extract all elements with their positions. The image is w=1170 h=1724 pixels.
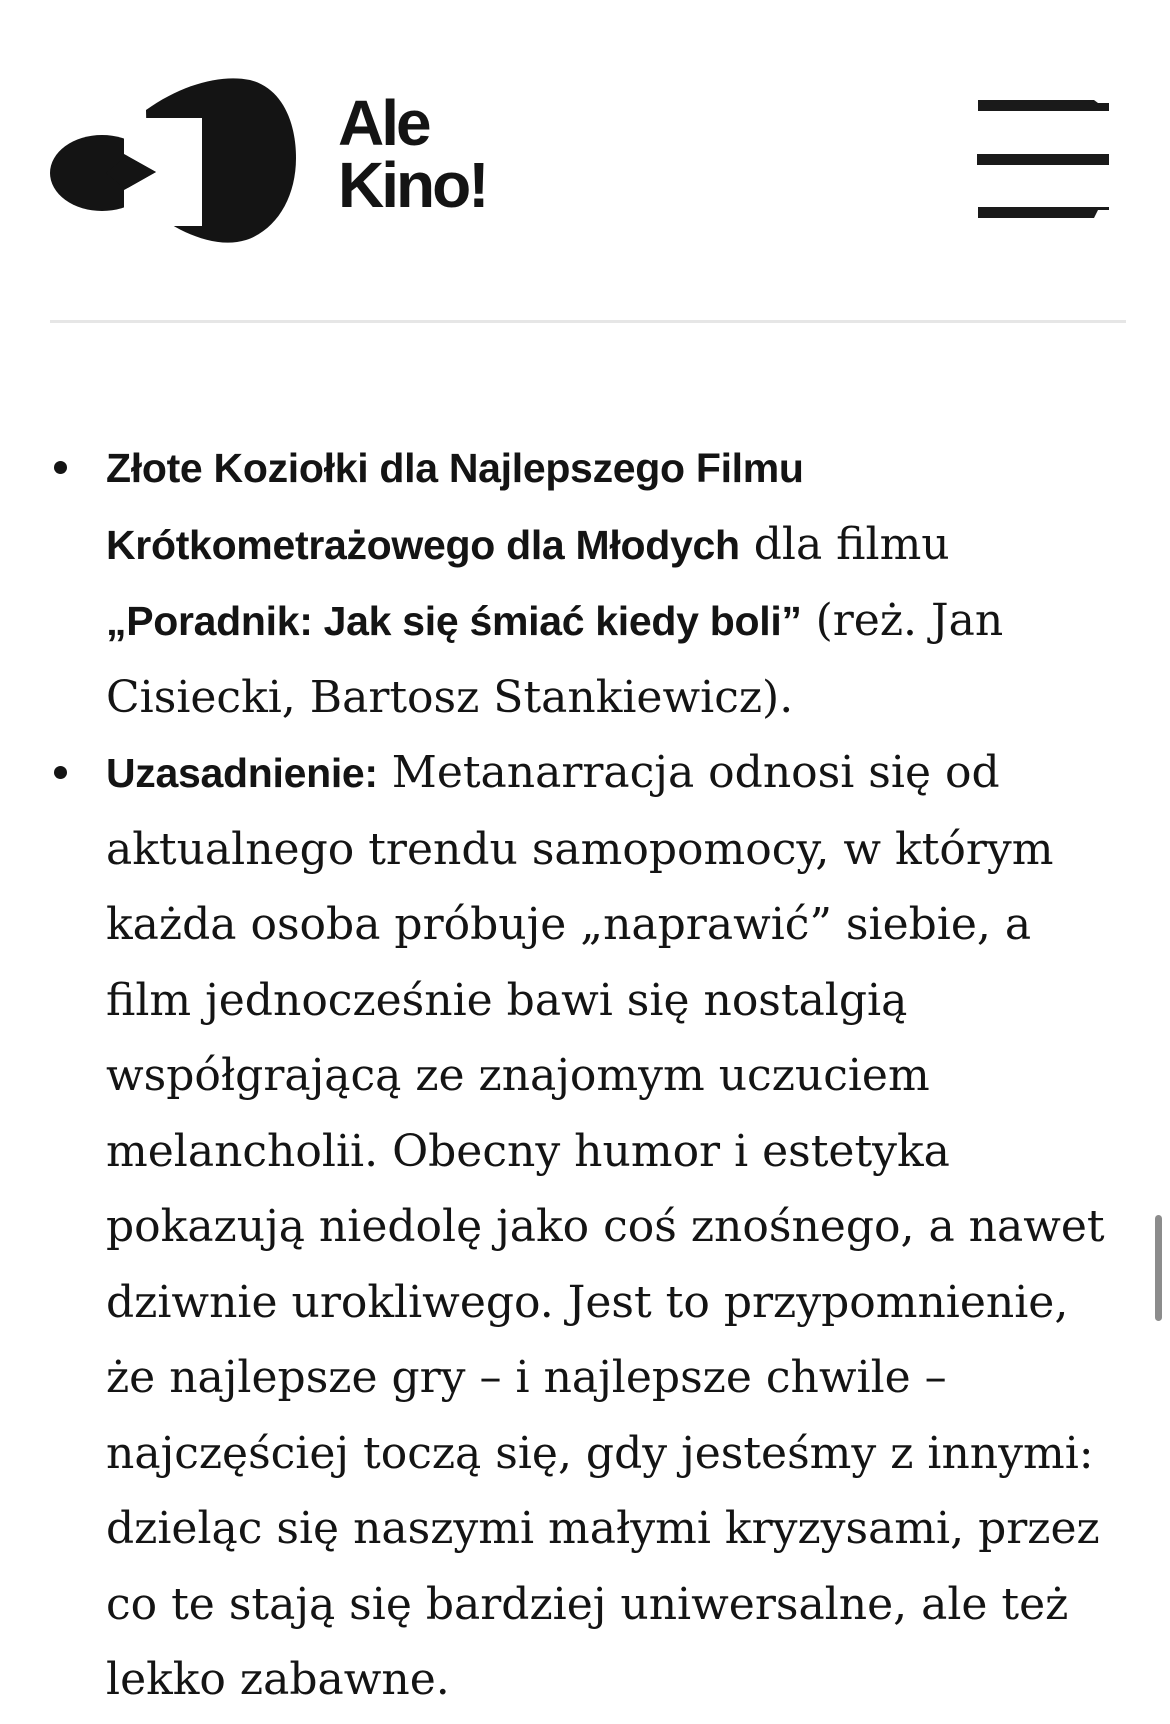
menu-button[interactable] bbox=[972, 96, 1114, 222]
award-text: dla filmu bbox=[739, 518, 950, 570]
ale-kino-logo-mark-icon bbox=[50, 78, 296, 244]
awards-list bbox=[0, 430, 1130, 1718]
logo-line-2: Kino! bbox=[338, 149, 487, 221]
scrollbar[interactable] bbox=[1155, 1215, 1162, 1321]
bullet-point bbox=[54, 766, 67, 779]
list-item bbox=[0, 735, 1130, 1718]
film-credits: (reż. Jan Cisiecki, Bartosz Stankiewicz). bbox=[106, 595, 1004, 723]
header-divider bbox=[50, 320, 1126, 323]
site-header bbox=[0, 0, 1170, 322]
logo-wordmark bbox=[338, 87, 487, 221]
justification-text: Metanarracja odnosi się od aktualnego trendu samopomocy, w którym każda osoba próbuje „naprawić” siebie, a film jednocześnie bawi się nostalgią współgrającą ze znajomym uczuciem melancholii. Obecny humor i estetyka pokazują niedolę jako coś znośnego, a nawet dziwnie urokliwego. Jest to przypomnienie, że najlepsze gry – i najlepsze chwile – najczęściej toczą się, gdy jesteśmy z innymi: dzieląc się naszymi małymi kryzysami, przez co te stają się bardziej uniwersalne, ale też lekko zabawne. bbox=[106, 747, 1105, 1705]
justification-label: Uzasadnienie: bbox=[106, 750, 378, 796]
hamburger-menu-icon bbox=[972, 96, 1114, 222]
award-title: Złote Koziołki dla Najlepszego Filmu Krótkometrażowego dla Młodych bbox=[106, 445, 804, 568]
list-item bbox=[0, 430, 1130, 735]
bullet-point bbox=[54, 461, 67, 474]
article-content bbox=[0, 430, 1130, 1718]
ale-kino-logo[interactable] bbox=[50, 78, 500, 244]
film-title: „Poradnik: Jak się śmiać kiedy boli” bbox=[106, 598, 802, 644]
logo-line-1: Ale bbox=[338, 87, 429, 159]
